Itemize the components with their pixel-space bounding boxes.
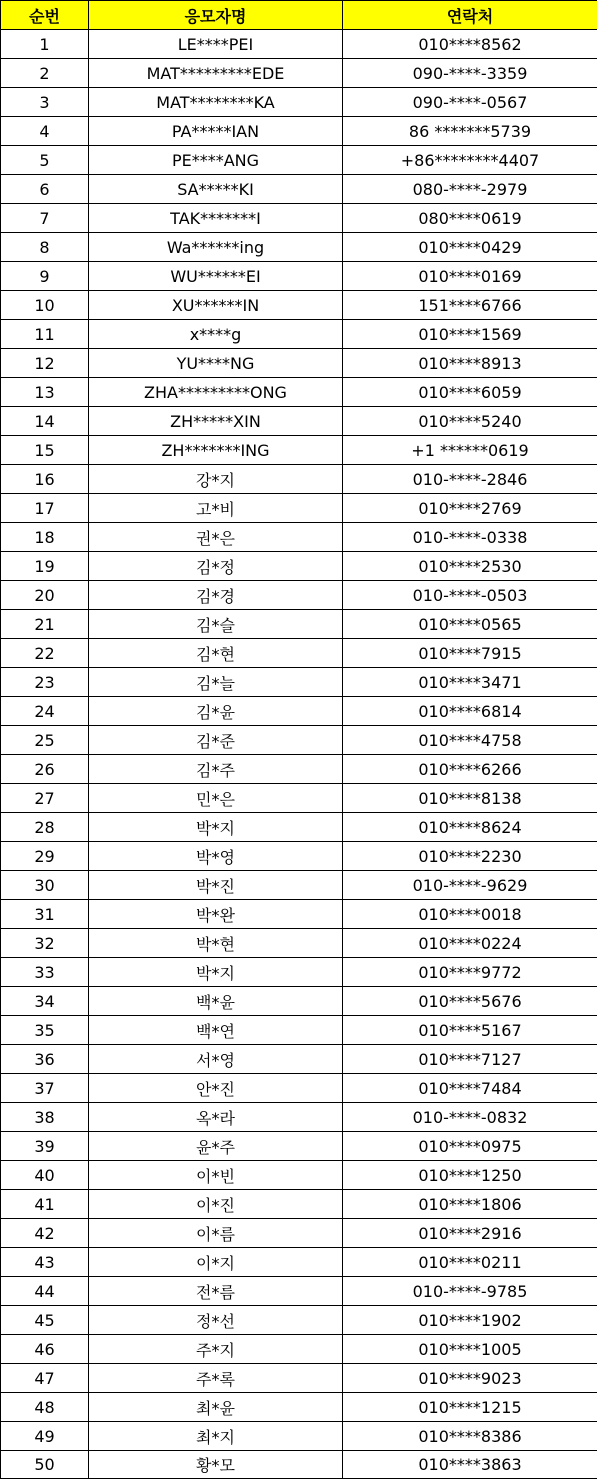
- header-contact: 연락처: [343, 1, 597, 30]
- applicant-name-cell: 고*비: [89, 494, 343, 523]
- contact-cell: 010-****-0832: [343, 1103, 597, 1132]
- applicant-name-cell: SA*****KI: [89, 175, 343, 204]
- applicant-name-cell: 최*윤: [89, 1393, 343, 1422]
- table-row: [1, 1132, 597, 1161]
- row-number-cell: 49: [1, 1422, 89, 1451]
- table-row: [1, 1277, 597, 1306]
- applicant-name-cell: ZH*******ING: [89, 436, 343, 465]
- table-row: [1, 987, 597, 1016]
- contact-cell: 010****8913: [343, 349, 597, 378]
- table-row: [1, 88, 597, 117]
- table-row: [1, 59, 597, 88]
- applicant-name-cell: 민*은: [89, 784, 343, 813]
- table-row: [1, 349, 597, 378]
- row-number-cell: 12: [1, 349, 89, 378]
- row-number-cell: 31: [1, 900, 89, 929]
- applicant-name-cell: 김*현: [89, 639, 343, 668]
- applicant-name-cell: ZH*****XIN: [89, 407, 343, 436]
- table-row: [1, 958, 597, 987]
- row-number-cell: 48: [1, 1393, 89, 1422]
- table-row: [1, 1016, 597, 1045]
- contact-cell: 86 *******5739: [343, 117, 597, 146]
- row-number-cell: 38: [1, 1103, 89, 1132]
- applicant-name-cell: LE****PEI: [89, 30, 343, 59]
- table-row: [1, 1335, 597, 1364]
- row-number-cell: 39: [1, 1132, 89, 1161]
- row-number-cell: 26: [1, 755, 89, 784]
- contact-cell: 010****0975: [343, 1132, 597, 1161]
- row-number-cell: 46: [1, 1335, 89, 1364]
- applicant-name-cell: 김*주: [89, 755, 343, 784]
- table-header-row: [1, 1, 597, 30]
- applicant-name-cell: 서*영: [89, 1045, 343, 1074]
- row-number-cell: 19: [1, 552, 89, 581]
- applicant-name-cell: 김*정: [89, 552, 343, 581]
- row-number-cell: 14: [1, 407, 89, 436]
- row-number-cell: 4: [1, 117, 89, 146]
- row-number-cell: 34: [1, 987, 89, 1016]
- applicant-name-cell: 전*름: [89, 1277, 343, 1306]
- row-number-cell: 27: [1, 784, 89, 813]
- table-row: [1, 1451, 597, 1479]
- header-number: 순번: [1, 1, 89, 30]
- contact-cell: 080-****-2979: [343, 175, 597, 204]
- table-row: [1, 552, 597, 581]
- applicant-name-cell: 이*름: [89, 1219, 343, 1248]
- row-number-cell: 47: [1, 1364, 89, 1393]
- contact-cell: 010****9023: [343, 1364, 597, 1393]
- table-row: [1, 1364, 597, 1393]
- applicant-name-cell: ZHA*********ONG: [89, 378, 343, 407]
- contact-cell: 010****0429: [343, 233, 597, 262]
- table-row: [1, 146, 597, 175]
- contact-cell: 090-****-3359: [343, 59, 597, 88]
- row-number-cell: 2: [1, 59, 89, 88]
- table-row: [1, 1393, 597, 1422]
- row-number-cell: 41: [1, 1190, 89, 1219]
- applicant-name-cell: 안*진: [89, 1074, 343, 1103]
- table-row: [1, 175, 597, 204]
- row-number-cell: 30: [1, 871, 89, 900]
- row-number-cell: 24: [1, 697, 89, 726]
- row-number-cell: 16: [1, 465, 89, 494]
- applicant-name-cell: MAT*********EDE: [89, 59, 343, 88]
- applicant-name-cell: 주*록: [89, 1364, 343, 1393]
- row-number-cell: 29: [1, 842, 89, 871]
- contact-cell: 010****1902: [343, 1306, 597, 1335]
- table-row: [1, 1103, 597, 1132]
- applicant-name-cell: 황*모: [89, 1451, 343, 1479]
- table-row: [1, 436, 597, 465]
- row-number-cell: 10: [1, 291, 89, 320]
- applicant-name-cell: 이*지: [89, 1248, 343, 1277]
- contact-cell: 010-****-0503: [343, 581, 597, 610]
- applicant-name-cell: 김*슬: [89, 610, 343, 639]
- table-row: [1, 233, 597, 262]
- table-row: [1, 842, 597, 871]
- row-number-cell: 42: [1, 1219, 89, 1248]
- row-number-cell: 13: [1, 378, 89, 407]
- contact-cell: 010****8386: [343, 1422, 597, 1451]
- table-row: [1, 262, 597, 291]
- table-row: [1, 494, 597, 523]
- applicant-name-cell: MAT********KA: [89, 88, 343, 117]
- table-row: [1, 900, 597, 929]
- table-row: [1, 523, 597, 552]
- contact-cell: 010****6814: [343, 697, 597, 726]
- contact-cell: 151****6766: [343, 291, 597, 320]
- contact-cell: 010****6266: [343, 755, 597, 784]
- table-row: [1, 1306, 597, 1335]
- contact-cell: 010****7484: [343, 1074, 597, 1103]
- applicant-name-cell: YU****NG: [89, 349, 343, 378]
- table-row: [1, 30, 597, 59]
- applicant-name-cell: 정*선: [89, 1306, 343, 1335]
- contact-cell: 080****0619: [343, 204, 597, 233]
- contact-cell: 010****9772: [343, 958, 597, 987]
- applicant-name-cell: Wa******ing: [89, 233, 343, 262]
- table-row: [1, 610, 597, 639]
- contact-cell: 010-****-2846: [343, 465, 597, 494]
- contact-cell: 010-****-9785: [343, 1277, 597, 1306]
- contact-cell: 010****8138: [343, 784, 597, 813]
- row-number-cell: 3: [1, 88, 89, 117]
- contact-cell: 090-****-0567: [343, 88, 597, 117]
- row-number-cell: 23: [1, 668, 89, 697]
- applicant-name-cell: 옥*라: [89, 1103, 343, 1132]
- table-row: [1, 784, 597, 813]
- table-row: [1, 378, 597, 407]
- table-row: [1, 581, 597, 610]
- row-number-cell: 5: [1, 146, 89, 175]
- contact-cell: 010****0169: [343, 262, 597, 291]
- table-row: [1, 929, 597, 958]
- row-number-cell: 6: [1, 175, 89, 204]
- applicant-name-cell: 주*지: [89, 1335, 343, 1364]
- contact-cell: 010****2530: [343, 552, 597, 581]
- contact-cell: 010****3471: [343, 668, 597, 697]
- contact-cell: 010****8624: [343, 813, 597, 842]
- table-row: [1, 726, 597, 755]
- header-applicant-name: 응모자명: [89, 1, 343, 30]
- applicant-name-cell: 백*연: [89, 1016, 343, 1045]
- contact-cell: 010****0211: [343, 1248, 597, 1277]
- applicant-name-cell: PA*****IAN: [89, 117, 343, 146]
- row-number-cell: 25: [1, 726, 89, 755]
- row-number-cell: 1: [1, 30, 89, 59]
- contact-cell: 010****4758: [343, 726, 597, 755]
- row-number-cell: 17: [1, 494, 89, 523]
- table-row: [1, 668, 597, 697]
- table-row: [1, 117, 597, 146]
- table-row: [1, 1161, 597, 1190]
- contact-cell: 010****7127: [343, 1045, 597, 1074]
- applicant-name-cell: 김*윤: [89, 697, 343, 726]
- row-number-cell: 7: [1, 204, 89, 233]
- row-number-cell: 36: [1, 1045, 89, 1074]
- table-row: [1, 813, 597, 842]
- table-row: [1, 1219, 597, 1248]
- contact-cell: 010****7915: [343, 639, 597, 668]
- row-number-cell: 35: [1, 1016, 89, 1045]
- row-number-cell: 20: [1, 581, 89, 610]
- applicant-name-cell: 김*경: [89, 581, 343, 610]
- applicant-name-cell: 백*윤: [89, 987, 343, 1016]
- contact-cell: 010****5167: [343, 1016, 597, 1045]
- applicant-name-cell: 강*지: [89, 465, 343, 494]
- table-row: [1, 1422, 597, 1451]
- contact-cell: 010****8562: [343, 30, 597, 59]
- applicant-name-cell: x****g: [89, 320, 343, 349]
- row-number-cell: 18: [1, 523, 89, 552]
- contact-cell: 010****1005: [343, 1335, 597, 1364]
- row-number-cell: 8: [1, 233, 89, 262]
- table-row: [1, 291, 597, 320]
- applicant-name-cell: 김*준: [89, 726, 343, 755]
- contact-cell: +86********4407: [343, 146, 597, 175]
- row-number-cell: 44: [1, 1277, 89, 1306]
- applicant-name-cell: 박*현: [89, 929, 343, 958]
- row-number-cell: 28: [1, 813, 89, 842]
- applicant-name-cell: 박*진: [89, 871, 343, 900]
- row-number-cell: 40: [1, 1161, 89, 1190]
- contact-cell: 010****1806: [343, 1190, 597, 1219]
- applicant-name-cell: WU******EI: [89, 262, 343, 291]
- table-row: [1, 1190, 597, 1219]
- contact-cell: 010-****-9629: [343, 871, 597, 900]
- contact-cell: 010****1250: [343, 1161, 597, 1190]
- applicant-name-cell: 박*지: [89, 813, 343, 842]
- table-row: [1, 697, 597, 726]
- contact-cell: 010****1569: [343, 320, 597, 349]
- table-row: [1, 407, 597, 436]
- table-row: [1, 755, 597, 784]
- contact-cell: +1 ******0619: [343, 436, 597, 465]
- applicant-name-cell: 이*빈: [89, 1161, 343, 1190]
- contact-cell: 010****5676: [343, 987, 597, 1016]
- contact-cell: 010****0018: [343, 900, 597, 929]
- table-row: [1, 204, 597, 233]
- row-number-cell: 15: [1, 436, 89, 465]
- table-body: [1, 30, 597, 1479]
- row-number-cell: 22: [1, 639, 89, 668]
- contact-cell: 010****0224: [343, 929, 597, 958]
- applicant-name-cell: 권*은: [89, 523, 343, 552]
- row-number-cell: 45: [1, 1306, 89, 1335]
- contact-cell: 010****1215: [343, 1393, 597, 1422]
- row-number-cell: 21: [1, 610, 89, 639]
- contact-cell: 010****6059: [343, 378, 597, 407]
- row-number-cell: 50: [1, 1451, 89, 1479]
- applicant-name-cell: PE****ANG: [89, 146, 343, 175]
- contact-cell: 010****2769: [343, 494, 597, 523]
- row-number-cell: 32: [1, 929, 89, 958]
- applicant-name-cell: 이*진: [89, 1190, 343, 1219]
- row-number-cell: 9: [1, 262, 89, 291]
- row-number-cell: 37: [1, 1074, 89, 1103]
- applicant-name-cell: 박*완: [89, 900, 343, 929]
- table-row: [1, 320, 597, 349]
- table-row: [1, 465, 597, 494]
- applicant-name-cell: 최*지: [89, 1422, 343, 1451]
- contact-cell: 010****2230: [343, 842, 597, 871]
- table-row: [1, 1045, 597, 1074]
- table-row: [1, 1074, 597, 1103]
- contact-cell: 010****3863: [343, 1451, 597, 1479]
- applicant-name-cell: 윤*주: [89, 1132, 343, 1161]
- applicant-name-cell: 김*늘: [89, 668, 343, 697]
- row-number-cell: 33: [1, 958, 89, 987]
- contact-cell: 010****0565: [343, 610, 597, 639]
- table-row: [1, 639, 597, 668]
- applicant-name-cell: TAK*******I: [89, 204, 343, 233]
- applicant-name-cell: XU******IN: [89, 291, 343, 320]
- contact-cell: 010-****-0338: [343, 523, 597, 552]
- row-number-cell: 43: [1, 1248, 89, 1277]
- contact-cell: 010****2916: [343, 1219, 597, 1248]
- table-row: [1, 1248, 597, 1277]
- contact-cell: 010****5240: [343, 407, 597, 436]
- table-row: [1, 871, 597, 900]
- row-number-cell: 11: [1, 320, 89, 349]
- applicant-name-cell: 박*지: [89, 958, 343, 987]
- applicant-name-cell: 박*영: [89, 842, 343, 871]
